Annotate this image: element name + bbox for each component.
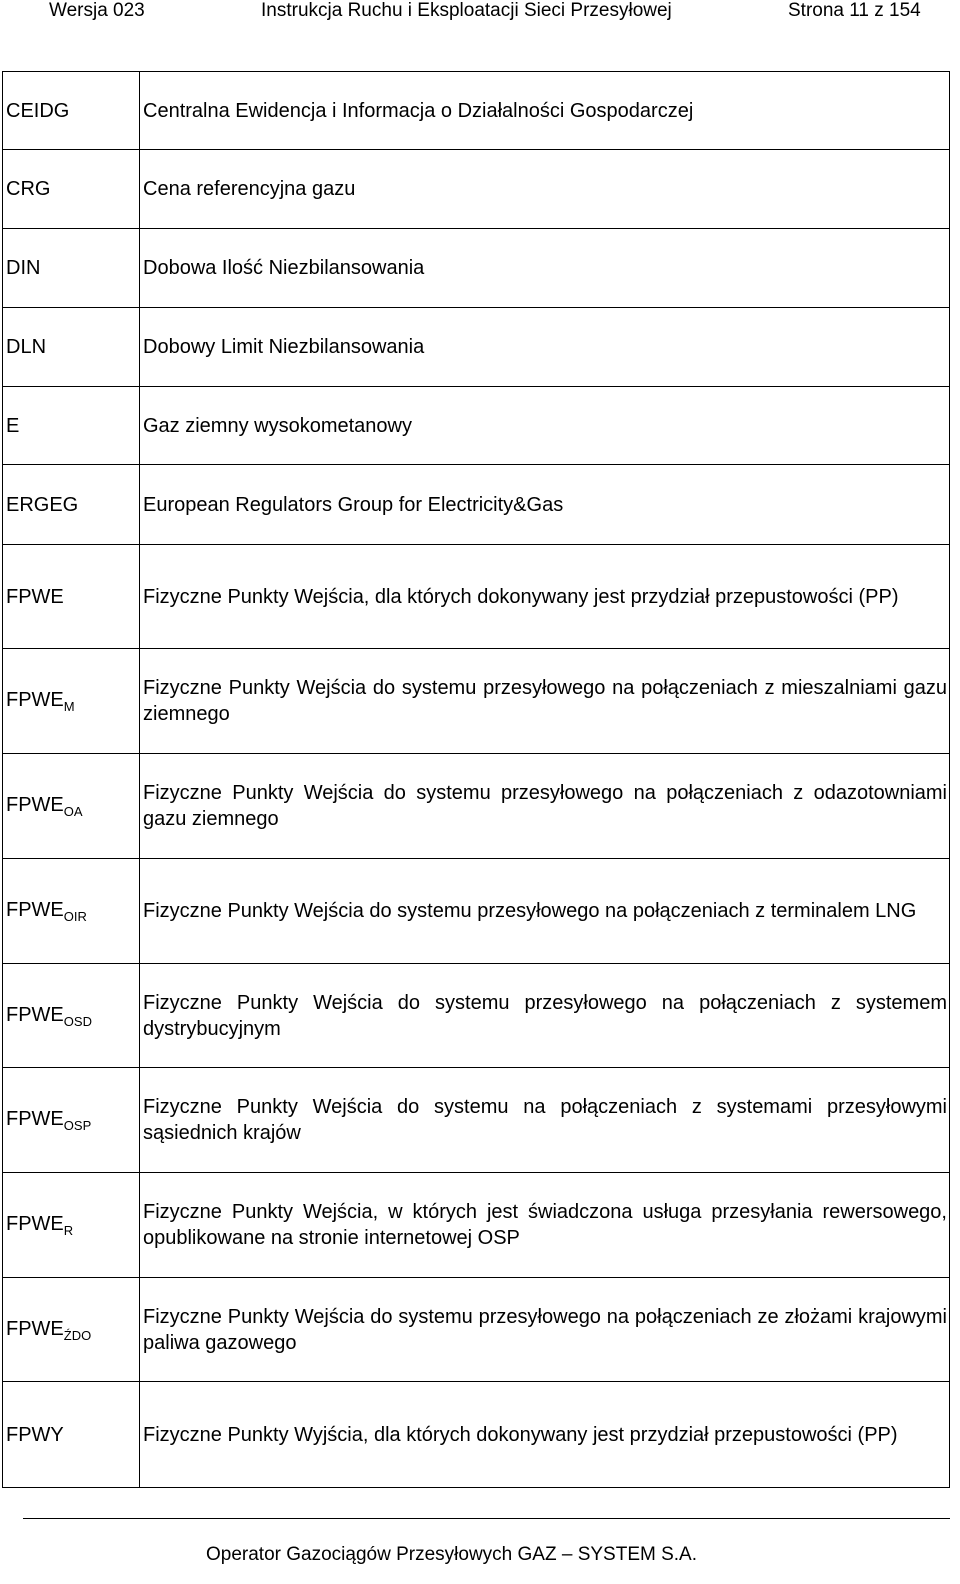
table-row xyxy=(3,1382,950,1488)
definition-cell: Dobowy Limit Niezbilansowania xyxy=(140,308,950,387)
table-row xyxy=(3,754,950,859)
document-version: Wersja 023 xyxy=(49,0,145,21)
definition-cell: Centralna Ewidencja i Informacja o Działalności Gospodarczej xyxy=(140,72,950,150)
definition-cell: Fizyczne Punkty Wejścia do systemu przesyłowego na połączeniach z systemem dystrybucyjnym xyxy=(140,964,950,1068)
abbreviation-code: FPWE xyxy=(6,794,64,816)
abbreviation-cell xyxy=(3,229,140,308)
abbreviation-subscript: OSD xyxy=(63,1013,92,1029)
abbreviation-cell xyxy=(3,754,140,859)
abbreviation-cell xyxy=(3,1173,140,1278)
abbreviation-code: CEIDG xyxy=(6,99,70,122)
page-number: Strona 11 z 154 xyxy=(788,0,921,21)
abbreviation-code: FPWE xyxy=(6,1108,64,1130)
abbreviation-code: CRG xyxy=(6,178,51,200)
definition-cell: Dobowa Ilość Niezbilansowania xyxy=(140,229,950,308)
abbreviation-cell xyxy=(3,1278,140,1382)
abbreviation-cell xyxy=(3,649,140,754)
table-row xyxy=(3,1068,950,1173)
definition-cell: Fizyczne Punkty Wejścia do systemu na połączeniach z systemami przesyłowymi sąsiednich krajów xyxy=(140,1068,950,1173)
abbreviation-code: FPWY xyxy=(6,1423,64,1446)
table-row xyxy=(3,150,950,229)
abbreviation-code: FPWE xyxy=(6,1213,64,1235)
page-header xyxy=(0,0,960,22)
definition-cell: Fizyczne Punkty Wejścia do systemu przesyłowego na połączeniach z terminalem LNG xyxy=(140,859,950,964)
abbreviation-subscript: M xyxy=(63,699,75,714)
abbreviation-cell xyxy=(3,387,140,465)
footer-divider xyxy=(23,1518,950,1519)
abbreviation-cell xyxy=(3,72,140,150)
definition-cell: Fizyczne Punkty Wejścia do systemu przesyłowego na połączeniach z mieszalniami gazu ziemnego xyxy=(140,649,950,754)
definition-cell: Fizyczne Punkty Wejścia do systemu przesyłowego na połączeniach ze złożami krajowymi paliwa gazowego xyxy=(140,1278,950,1382)
definition-cell: European Regulators Group for Electricity&Gas xyxy=(140,465,950,545)
abbreviation-cell xyxy=(3,964,140,1068)
abbreviation-subscript: OA xyxy=(63,804,83,819)
table-row xyxy=(3,72,950,150)
table-row xyxy=(3,387,950,465)
abbreviation-code: E xyxy=(6,414,20,437)
table-row xyxy=(3,859,950,964)
page-footer: Operator Gazociągów Przesyłowych GAZ – SYSTEM S.A. xyxy=(206,1544,698,1565)
abbreviation-cell xyxy=(3,465,140,545)
document-title: Instrukcja Ruchu i Eksploatacji Sieci Przesyłowej xyxy=(261,0,672,21)
abbreviation-cell xyxy=(3,859,140,964)
abbreviation-cell xyxy=(3,545,140,649)
abbreviation-code: FPWE xyxy=(6,1003,64,1026)
abbreviation-code: FPWE xyxy=(6,585,64,608)
table-row xyxy=(3,1278,950,1382)
table-row xyxy=(3,964,950,1068)
abbreviation-code: DLN xyxy=(6,336,47,358)
abbreviations-table-body xyxy=(3,72,950,1488)
abbreviations-table xyxy=(2,71,950,1488)
abbreviation-cell xyxy=(3,150,140,229)
table-row xyxy=(3,465,950,545)
table-row xyxy=(3,649,950,754)
abbreviation-cell xyxy=(3,308,140,387)
abbreviation-subscript: OIR xyxy=(63,909,87,924)
definition-cell: Gaz ziemny wysokometanowy xyxy=(140,387,950,465)
table-row xyxy=(3,308,950,387)
definition-cell: Fizyczne Punkty Wyjścia, dla których dokonywany jest przydział przepustowości (PP) xyxy=(140,1382,950,1488)
abbreviation-cell xyxy=(3,1382,140,1488)
table-row xyxy=(3,545,950,649)
definition-cell: Fizyczne Punkty Wejścia, w których jest świadczona usługa przesyłania rewersowego, opublikowane na stronie internetowej OSP xyxy=(140,1173,950,1278)
definition-cell: Fizyczne Punkty Wejścia, dla których dokonywany jest przydział przepustowości (PP) xyxy=(140,545,950,649)
definition-cell: Cena referencyjna gazu xyxy=(140,150,950,229)
table-row xyxy=(3,229,950,308)
abbreviation-code: FPWE xyxy=(6,899,64,921)
table-row xyxy=(3,1173,950,1278)
abbreviation-subscript: OSP xyxy=(63,1118,92,1133)
abbreviation-subscript: R xyxy=(63,1223,74,1238)
abbreviation-cell xyxy=(3,1068,140,1173)
abbreviation-code: ERGEG xyxy=(6,493,79,516)
abbreviation-code: DIN xyxy=(6,257,41,279)
abbreviation-subscript: ŹDO xyxy=(63,1327,92,1343)
definition-cell: Fizyczne Punkty Wejścia do systemu przesyłowego na połączeniach z odazotowniami gazu ziemnego xyxy=(140,754,950,859)
abbreviation-code: FPWE xyxy=(6,1317,64,1340)
abbreviation-code: FPWE xyxy=(6,689,64,711)
